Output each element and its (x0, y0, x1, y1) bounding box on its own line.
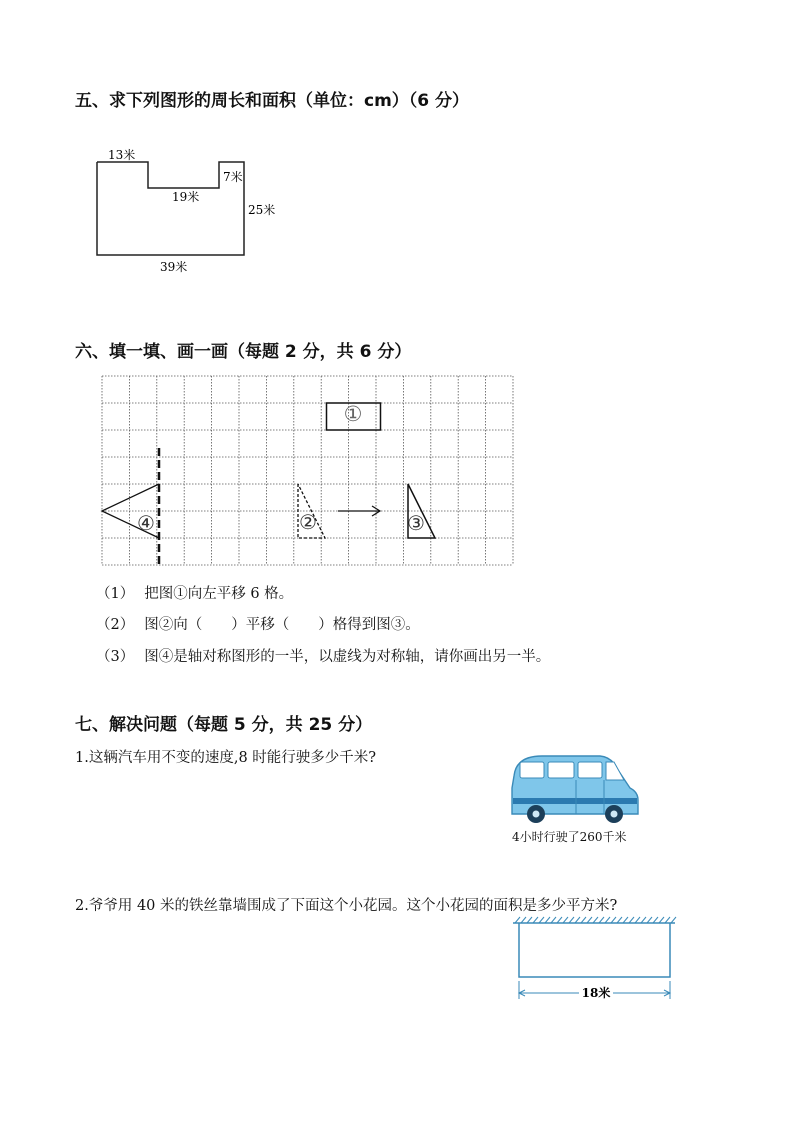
wall-hatch-mark (665, 917, 670, 923)
question-2-num: （2） (96, 617, 135, 633)
label-7m: 7米 (223, 170, 243, 184)
grid-figure (96, 370, 526, 570)
shape-3-label: ③ (407, 511, 425, 535)
wall-hatch-mark (671, 917, 676, 923)
shape-1-label: ① (343, 402, 363, 426)
label-19m: 19米 (172, 190, 200, 204)
problem-2-text: 2.爷爷用 40 米的铁丝靠墙围成了下面这个小花园。这个小花园的面积是多少平方米? (75, 898, 618, 914)
wall-hatch-mark (647, 917, 652, 923)
wall-hatch-mark (539, 917, 544, 923)
wall-hatch-mark (653, 917, 658, 923)
grid-lines (102, 376, 513, 565)
wall-hatch-mark (527, 917, 532, 923)
label-13m: 13米 (108, 148, 136, 162)
van-image (504, 748, 644, 830)
question-1-num: （1） (96, 586, 135, 602)
dimension-18m: 18米 (581, 986, 611, 1000)
wall-hatch-mark (617, 917, 622, 923)
right-arrow (338, 506, 380, 516)
wall-hatch-mark (599, 917, 604, 923)
question-2-text: 图②向（ ）平移（ ）格得到图③。 (144, 617, 420, 633)
shape-4-half-figure (102, 448, 159, 566)
question-2 (96, 613, 420, 634)
question-3-num: （3） (96, 649, 135, 665)
garden-figure (505, 915, 685, 1010)
wall-hatch-mark (587, 917, 592, 923)
wall-hatch-mark (515, 917, 520, 923)
wall-hatch-mark (521, 917, 526, 923)
question-3-text: 图④是轴对称图形的一半，以虚线为对称轴，请你画出另一半。 (144, 649, 551, 665)
section5-heading: 五、求下列图形的周长和面积（单位：cm）（6 分） (75, 91, 470, 111)
wall-hatch-mark (593, 917, 598, 923)
problem-1-text: 1.这辆汽车用不变的速度,8 时能行驶多少千米? (75, 750, 377, 766)
shape-4-label: ④ (137, 511, 155, 535)
wall-hatch-mark (605, 917, 610, 923)
label-25m: 25米 (248, 203, 276, 217)
label-39m: 39米 (160, 260, 188, 274)
wall-hatch-mark (551, 917, 556, 923)
wall-hatch-mark (635, 917, 640, 923)
wall-hatch-mark (629, 917, 634, 923)
wall-hatch-mark (533, 917, 538, 923)
section7-heading: 七、解决问题（每题 5 分，共 25 分） (75, 715, 373, 735)
section6-heading: 六、填一填、画一画（每题 2 分，共 6 分） (75, 342, 412, 362)
van-caption: 4小时行驶了260千米 (512, 830, 627, 844)
wall-hatch-mark (575, 917, 580, 923)
question-1-text: 把图①向左平移 6 格。 (144, 586, 294, 602)
fence-outline (519, 923, 670, 977)
shape-1-rectangle (327, 402, 381, 430)
wall-hatch-mark (659, 917, 664, 923)
composite-shape-figure (80, 140, 300, 280)
wall-hatch-mark (623, 917, 628, 923)
wall-hatch-mark (569, 917, 574, 923)
wall-hatch-mark (641, 917, 646, 923)
wall-hatch-mark (563, 917, 568, 923)
wall-hatch-mark (611, 917, 616, 923)
wall-hatch-mark (557, 917, 562, 923)
wall-hatch-mark (581, 917, 586, 923)
question-1 (96, 582, 293, 603)
wall-hatch-mark (545, 917, 550, 923)
shape-2-label: ② (299, 510, 317, 534)
question-3 (96, 645, 550, 666)
